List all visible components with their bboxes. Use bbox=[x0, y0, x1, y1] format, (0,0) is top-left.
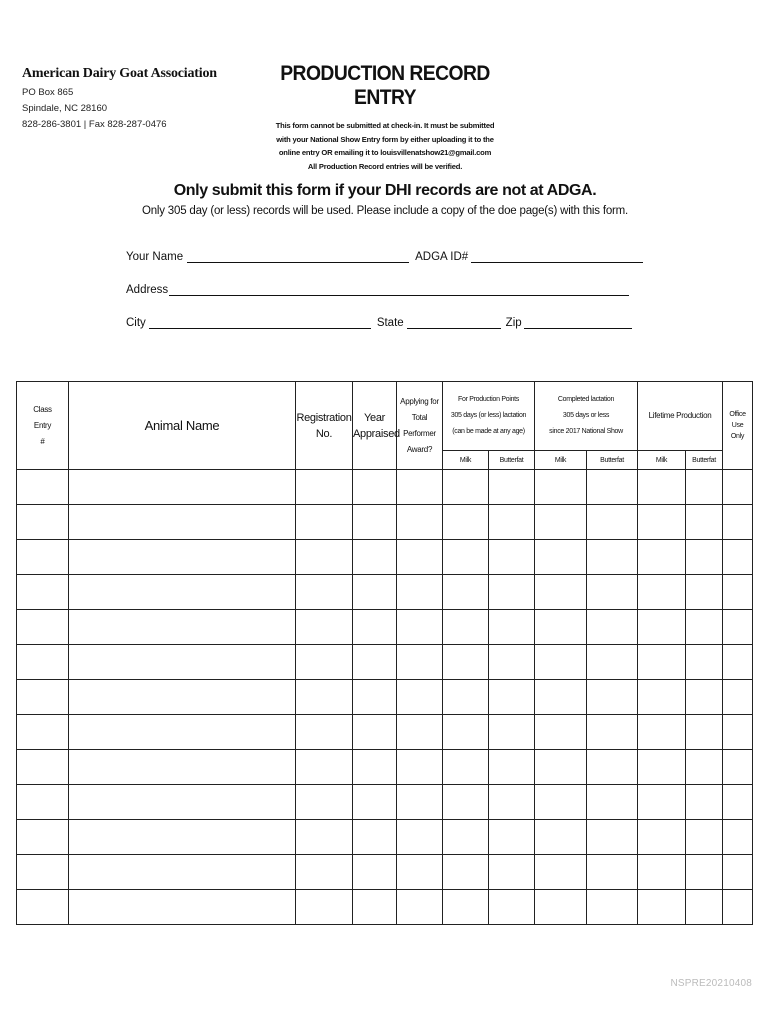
lactation-milk-cell[interactable] bbox=[535, 785, 587, 820]
address-line-city: Spindale, NC 28160 bbox=[22, 103, 108, 114]
year-appraised-cell[interactable] bbox=[353, 470, 397, 505]
class-entry-cell[interactable] bbox=[17, 890, 69, 925]
class-entry-cell[interactable] bbox=[17, 470, 69, 505]
points-milk-cell[interactable] bbox=[443, 610, 489, 645]
header-text: # bbox=[40, 436, 45, 446]
points-butterfat-cell[interactable] bbox=[489, 470, 535, 505]
address-line-phone: 828-286-3801 | Fax 828-287-0476 bbox=[22, 119, 167, 130]
header-text: Performer bbox=[403, 428, 436, 438]
lifetime-butterfat-cell[interactable] bbox=[686, 505, 723, 540]
points-milk-cell[interactable] bbox=[443, 785, 489, 820]
animal-name-cell[interactable] bbox=[69, 610, 296, 645]
header-text: Total bbox=[411, 412, 428, 422]
lifetime-butterfat-cell[interactable] bbox=[686, 820, 723, 855]
animal-name-cell[interactable] bbox=[69, 540, 296, 575]
points-milk-cell[interactable] bbox=[443, 750, 489, 785]
points-milk-cell[interactable] bbox=[443, 680, 489, 715]
office-use-cell bbox=[723, 855, 753, 890]
year-appraised-cell[interactable] bbox=[353, 540, 397, 575]
points-butterfat-cell[interactable] bbox=[489, 750, 535, 785]
table-row bbox=[17, 610, 753, 645]
lifetime-production-header: Lifetime Production bbox=[638, 382, 723, 451]
class-entry-cell[interactable] bbox=[17, 855, 69, 890]
city-field[interactable] bbox=[149, 316, 371, 329]
lactation-butterfat-cell[interactable] bbox=[587, 505, 638, 540]
office-use-cell bbox=[723, 750, 753, 785]
lifetime-milk-cell[interactable] bbox=[638, 855, 686, 890]
registration-cell[interactable] bbox=[296, 610, 353, 645]
office-use-cell bbox=[723, 820, 753, 855]
header-text: Class bbox=[33, 404, 52, 414]
lifetime-butterfat-cell[interactable] bbox=[686, 855, 723, 890]
title-block bbox=[240, 62, 530, 173]
lifetime-milk-cell[interactable] bbox=[638, 470, 686, 505]
award-cell[interactable] bbox=[397, 470, 443, 505]
header-text: Completed lactation bbox=[557, 396, 615, 403]
your-name-field[interactable] bbox=[187, 250, 409, 263]
table-row bbox=[17, 645, 753, 680]
class-entry-cell[interactable] bbox=[17, 575, 69, 610]
table-row bbox=[17, 750, 753, 785]
table-row bbox=[17, 540, 753, 575]
lactation-milk-cell[interactable] bbox=[535, 820, 587, 855]
points-milk-cell[interactable] bbox=[443, 505, 489, 540]
lactation-butterfat-cell[interactable] bbox=[587, 470, 638, 505]
points-butterfat-cell[interactable] bbox=[489, 855, 535, 890]
applying-award-header bbox=[397, 382, 443, 470]
header-text: Award? bbox=[406, 444, 433, 454]
class-entry-cell[interactable] bbox=[17, 645, 69, 680]
registration-cell[interactable] bbox=[296, 750, 353, 785]
class-entry-header bbox=[17, 382, 69, 470]
lactation-milk-cell[interactable] bbox=[535, 540, 587, 575]
milk-header: Milk bbox=[638, 451, 686, 470]
registration-cell[interactable] bbox=[296, 785, 353, 820]
table-row bbox=[17, 820, 753, 855]
zip-field[interactable] bbox=[524, 316, 632, 329]
registration-cell[interactable] bbox=[296, 645, 353, 680]
office-use-cell bbox=[723, 890, 753, 925]
table-row bbox=[17, 715, 753, 750]
points-butterfat-cell[interactable] bbox=[489, 575, 535, 610]
lactation-butterfat-cell[interactable] bbox=[587, 785, 638, 820]
organization-block bbox=[22, 66, 262, 130]
animal-name-cell[interactable] bbox=[69, 645, 296, 680]
milk-header: Milk bbox=[443, 451, 489, 470]
points-butterfat-cell[interactable] bbox=[489, 540, 535, 575]
lactation-milk-cell[interactable] bbox=[535, 715, 587, 750]
address-line-po-box: PO Box 865 bbox=[22, 87, 74, 98]
notice-line: online entry OR emailing it to louisvillenatshow21@gmail.com bbox=[278, 148, 492, 157]
points-butterfat-cell[interactable] bbox=[489, 680, 535, 715]
completed-lactation-header bbox=[535, 382, 638, 451]
header-text: 305 days (or less) lactation bbox=[450, 412, 527, 419]
subline: Only 305 day (or less) records will be used. Please include a copy of the doe page(s) with this form. bbox=[141, 205, 629, 217]
header-text: Appraised bbox=[353, 427, 400, 440]
office-use-cell bbox=[723, 505, 753, 540]
lactation-milk-cell[interactable] bbox=[535, 750, 587, 785]
submission-notice bbox=[240, 119, 530, 173]
points-milk-cell[interactable] bbox=[443, 855, 489, 890]
animal-name-cell[interactable] bbox=[69, 890, 296, 925]
class-entry-cell[interactable] bbox=[17, 750, 69, 785]
lifetime-milk-cell[interactable] bbox=[638, 610, 686, 645]
year-appraised-cell[interactable] bbox=[353, 820, 397, 855]
award-cell[interactable] bbox=[397, 505, 443, 540]
points-butterfat-cell[interactable] bbox=[489, 715, 535, 750]
production-records-table bbox=[16, 381, 753, 925]
lifetime-milk-cell[interactable] bbox=[638, 680, 686, 715]
class-entry-cell[interactable] bbox=[17, 505, 69, 540]
lactation-butterfat-cell[interactable] bbox=[587, 680, 638, 715]
organization-name: American Dairy Goat Association bbox=[22, 66, 217, 81]
points-butterfat-cell[interactable] bbox=[489, 785, 535, 820]
state-label: State bbox=[376, 317, 404, 329]
registration-cell[interactable] bbox=[296, 715, 353, 750]
lifetime-milk-cell[interactable] bbox=[638, 750, 686, 785]
lactation-milk-cell[interactable] bbox=[535, 855, 587, 890]
header-text: Year bbox=[363, 411, 386, 424]
office-use-cell bbox=[723, 575, 753, 610]
address-row bbox=[126, 283, 629, 296]
production-points-header bbox=[443, 382, 535, 451]
animal-name-cell[interactable] bbox=[69, 820, 296, 855]
lifetime-butterfat-cell[interactable] bbox=[686, 680, 723, 715]
header-text: Use bbox=[731, 422, 744, 429]
registration-cell[interactable] bbox=[296, 470, 353, 505]
table-row bbox=[17, 680, 753, 715]
animal-name-cell[interactable] bbox=[69, 750, 296, 785]
address-field[interactable] bbox=[169, 283, 629, 296]
name-id-row bbox=[126, 250, 643, 263]
points-butterfat-cell[interactable] bbox=[489, 820, 535, 855]
class-entry-cell[interactable] bbox=[17, 610, 69, 645]
award-cell[interactable] bbox=[397, 715, 443, 750]
header-text: Only bbox=[730, 433, 745, 440]
office-use-cell bbox=[723, 610, 753, 645]
header-text: since 2017 National Show bbox=[549, 428, 623, 435]
lactation-butterfat-cell[interactable] bbox=[587, 645, 638, 680]
registration-cell[interactable] bbox=[296, 855, 353, 890]
lifetime-milk-cell[interactable] bbox=[638, 505, 686, 540]
lactation-butterfat-cell[interactable] bbox=[587, 540, 638, 575]
header-text: 305 days or less bbox=[562, 412, 610, 419]
lactation-butterfat-cell[interactable] bbox=[587, 715, 638, 750]
office-use-cell bbox=[723, 680, 753, 715]
table-row bbox=[17, 470, 753, 505]
header-text: (can be made at any age) bbox=[452, 428, 525, 435]
notice-line: This form cannot be submitted at check-in. It must be submitted bbox=[275, 121, 495, 130]
lactation-butterfat-cell[interactable] bbox=[587, 820, 638, 855]
table-row bbox=[17, 785, 753, 820]
lifetime-butterfat-cell[interactable] bbox=[686, 715, 723, 750]
lactation-milk-cell[interactable] bbox=[535, 645, 587, 680]
adga-id-label: ADGA ID# bbox=[415, 251, 469, 263]
lifetime-butterfat-cell[interactable] bbox=[686, 470, 723, 505]
registration-cell[interactable] bbox=[296, 505, 353, 540]
award-cell[interactable] bbox=[397, 855, 443, 890]
lifetime-butterfat-cell[interactable] bbox=[686, 540, 723, 575]
class-entry-cell[interactable] bbox=[17, 540, 69, 575]
lifetime-butterfat-cell[interactable] bbox=[686, 785, 723, 820]
points-butterfat-cell[interactable] bbox=[489, 505, 535, 540]
lifetime-butterfat-cell[interactable] bbox=[686, 890, 723, 925]
animal-name-cell[interactable] bbox=[69, 505, 296, 540]
notice-line: with your National Show Entry form by either uploading it to the bbox=[276, 134, 494, 144]
lactation-butterfat-cell[interactable] bbox=[587, 750, 638, 785]
points-milk-cell[interactable] bbox=[443, 820, 489, 855]
year-appraised-cell[interactable] bbox=[353, 890, 397, 925]
animal-name-cell[interactable] bbox=[69, 575, 296, 610]
butterfat-header: Butterfat bbox=[686, 451, 723, 470]
animal-name-cell[interactable] bbox=[69, 855, 296, 890]
header-text: Registration bbox=[296, 411, 352, 424]
table-row bbox=[17, 855, 753, 890]
registration-cell[interactable] bbox=[296, 540, 353, 575]
award-cell[interactable] bbox=[397, 750, 443, 785]
year-appraised-cell[interactable] bbox=[353, 750, 397, 785]
lifetime-butterfat-cell[interactable] bbox=[686, 750, 723, 785]
butterfat-header: Butterfat bbox=[587, 451, 638, 470]
lifetime-milk-cell[interactable] bbox=[638, 575, 686, 610]
lactation-butterfat-cell[interactable] bbox=[587, 855, 638, 890]
points-milk-cell[interactable] bbox=[443, 715, 489, 750]
adga-id-field[interactable] bbox=[471, 250, 643, 263]
registration-cell[interactable] bbox=[296, 575, 353, 610]
your-name-label: Your Name bbox=[126, 251, 184, 263]
class-entry-cell[interactable] bbox=[17, 680, 69, 715]
award-cell[interactable] bbox=[397, 820, 443, 855]
registration-header bbox=[296, 382, 353, 470]
office-use-cell bbox=[723, 785, 753, 820]
state-field[interactable] bbox=[407, 316, 501, 329]
year-appraised-cell[interactable] bbox=[353, 785, 397, 820]
class-entry-cell[interactable] bbox=[17, 785, 69, 820]
animal-name-cell[interactable] bbox=[69, 680, 296, 715]
points-milk-cell[interactable] bbox=[443, 470, 489, 505]
header-text: Entry bbox=[33, 420, 52, 430]
address-label: Address bbox=[126, 284, 169, 296]
table-row bbox=[17, 505, 753, 540]
lactation-butterfat-cell[interactable] bbox=[587, 610, 638, 645]
header-text: Applying for bbox=[400, 396, 439, 406]
office-use-header bbox=[723, 382, 753, 470]
animal-name-cell[interactable] bbox=[69, 785, 296, 820]
lactation-milk-cell[interactable] bbox=[535, 575, 587, 610]
points-butterfat-cell[interactable] bbox=[489, 645, 535, 680]
award-cell[interactable] bbox=[397, 645, 443, 680]
city-state-zip-row bbox=[126, 316, 632, 329]
headline: Only submit this form if your DHI records are not at ADGA. bbox=[173, 182, 597, 199]
lactation-milk-cell[interactable] bbox=[535, 890, 587, 925]
lactation-butterfat-cell[interactable] bbox=[587, 575, 638, 610]
lifetime-milk-cell[interactable] bbox=[638, 715, 686, 750]
lifetime-milk-cell[interactable] bbox=[638, 785, 686, 820]
registration-cell[interactable] bbox=[296, 890, 353, 925]
registration-cell[interactable] bbox=[296, 680, 353, 715]
lactation-milk-cell[interactable] bbox=[535, 680, 587, 715]
points-butterfat-cell[interactable] bbox=[489, 610, 535, 645]
points-milk-cell[interactable] bbox=[443, 890, 489, 925]
animal-name-header: Animal Name bbox=[69, 382, 296, 470]
animal-name-cell[interactable] bbox=[69, 470, 296, 505]
animal-name-cell[interactable] bbox=[69, 715, 296, 750]
year-appraised-cell[interactable] bbox=[353, 715, 397, 750]
office-use-cell bbox=[723, 645, 753, 680]
lifetime-butterfat-cell[interactable] bbox=[686, 610, 723, 645]
year-appraised-cell[interactable] bbox=[353, 855, 397, 890]
city-label: City bbox=[126, 317, 146, 329]
points-milk-cell[interactable] bbox=[443, 575, 489, 610]
lifetime-milk-cell[interactable] bbox=[638, 540, 686, 575]
office-use-cell bbox=[723, 470, 753, 505]
points-butterfat-cell[interactable] bbox=[489, 890, 535, 925]
lifetime-milk-cell[interactable] bbox=[638, 645, 686, 680]
award-cell[interactable] bbox=[397, 610, 443, 645]
lactation-milk-cell[interactable] bbox=[535, 610, 587, 645]
office-use-cell bbox=[723, 540, 753, 575]
lifetime-milk-cell[interactable] bbox=[638, 890, 686, 925]
lactation-butterfat-cell[interactable] bbox=[587, 890, 638, 925]
points-milk-cell[interactable] bbox=[443, 645, 489, 680]
header-text: No. bbox=[315, 427, 333, 440]
lifetime-butterfat-cell[interactable] bbox=[686, 575, 723, 610]
award-cell[interactable] bbox=[397, 540, 443, 575]
award-cell[interactable] bbox=[397, 785, 443, 820]
butterfat-header: Butterfat bbox=[489, 451, 535, 470]
header-text: For Production Points bbox=[458, 396, 520, 403]
notice-line: All Production Record entries will be verified. bbox=[307, 161, 463, 171]
award-cell[interactable] bbox=[397, 575, 443, 610]
lactation-milk-cell[interactable] bbox=[535, 505, 587, 540]
milk-header: Milk bbox=[535, 451, 587, 470]
lifetime-butterfat-cell[interactable] bbox=[686, 645, 723, 680]
lifetime-milk-cell[interactable] bbox=[638, 820, 686, 855]
award-cell[interactable] bbox=[397, 890, 443, 925]
award-cell[interactable] bbox=[397, 680, 443, 715]
year-appraised-cell[interactable] bbox=[353, 610, 397, 645]
class-entry-cell[interactable] bbox=[17, 820, 69, 855]
lactation-milk-cell[interactable] bbox=[535, 470, 587, 505]
registration-cell[interactable] bbox=[296, 820, 353, 855]
points-milk-cell[interactable] bbox=[443, 540, 489, 575]
page-title: PRODUCTION RECORD ENTRY bbox=[280, 62, 490, 109]
table-row bbox=[17, 575, 753, 610]
table-row bbox=[17, 890, 753, 925]
year-appraised-cell[interactable] bbox=[353, 680, 397, 715]
year-appraised-cell[interactable] bbox=[353, 505, 397, 540]
zip-label: Zip bbox=[505, 317, 522, 329]
office-use-cell bbox=[723, 715, 753, 750]
header-text: Office bbox=[729, 411, 746, 418]
year-appraised-header bbox=[353, 382, 400, 470]
records-body bbox=[17, 470, 753, 925]
year-appraised-cell[interactable] bbox=[353, 575, 397, 610]
year-appraised-cell[interactable] bbox=[353, 645, 397, 680]
form-code: NSPRE20210408 bbox=[670, 978, 752, 989]
class-entry-cell[interactable] bbox=[17, 715, 69, 750]
